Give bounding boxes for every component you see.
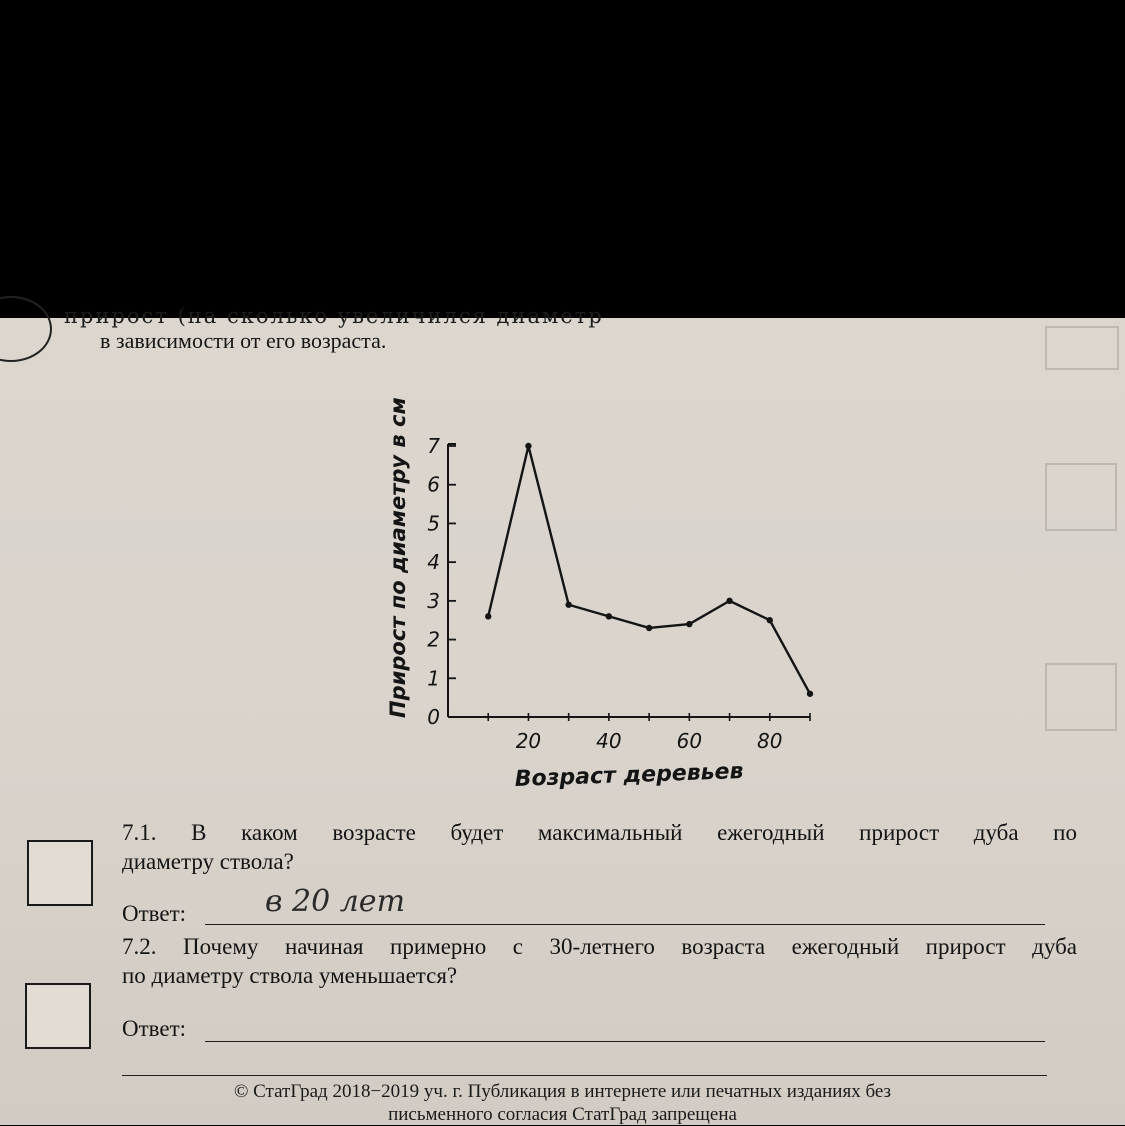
worksheet-page [0,304,1125,1125]
y-tick-label: 7 [427,434,440,458]
intro-text: в зависимости от его возраста. [100,328,387,353]
data-point [606,613,612,619]
cut-off-text-line: прирост (на сколько увеличился диаметр [64,304,604,328]
y-tick-label: 4 [427,550,440,575]
y-tick-label: 2 [427,627,440,652]
data-point [525,443,531,449]
answer-box-7-2[interactable] [25,983,91,1049]
question-7-1-line1: 7.1. В каком возрасте будет максимальный ежегодный прирост дуба по [122,820,1077,845]
question-7-1-line2: диаметру ствола? [122,849,294,874]
data-point [646,625,652,631]
y-tick-label: 5 [427,511,440,536]
chart-axes [448,444,810,717]
footer-copyright-line2: письменного согласия СтатГрад запрещена [388,1104,737,1125]
question-7-1 [122,818,1077,876]
footer-copyright: © СтатГрад 2018−2019 уч. г. Публикация в интернете или печатных изданиях без [233,1081,892,1102]
data-point [807,691,813,697]
answer-line-7-2[interactable] [205,1041,1045,1042]
answer-label-7-1: Ответ: [122,901,187,926]
y-axis-label: Прирост по диаметру в см [386,397,410,718]
series-line [488,446,810,694]
data-point [485,613,491,619]
x-tick-label: 60 [676,729,703,753]
answer-box-7-1[interactable] [27,840,93,906]
handwritten-answer-7-1: в 20 лет [265,884,406,919]
data-point [686,621,692,627]
x-tick-label: 40 [596,729,622,753]
black-background [0,0,1125,318]
question-7-2-line1: 7.2. Почему начиная примерно с 30-летнего возраста ежегодный прирост дуба [122,934,1077,959]
x-tick-label: 80 [757,729,783,753]
line-chart [0,318,1125,1125]
question-7-2 [122,932,1077,990]
y-tick-label: 6 [427,472,440,497]
question-7-2-line2: по диаметру ствола уменьшается? [122,963,458,988]
answer-label-7-2: Ответ: [122,1016,187,1041]
data-point [726,598,732,604]
y-tick-label: 3 [427,588,440,613]
y-tick-label: 0 [427,705,440,729]
data-point [767,617,773,623]
y-tick-label: 1 [427,666,440,691]
x-tick-label: 20 [515,729,542,753]
chart-series [485,443,813,697]
data-point [565,602,571,608]
x-axis-label: Возраст деревьев [514,759,744,792]
chart-ticks [427,434,810,753]
answer-line-7-1[interactable] [205,924,1045,925]
answer-line-7-2-extra[interactable] [122,1075,1047,1076]
